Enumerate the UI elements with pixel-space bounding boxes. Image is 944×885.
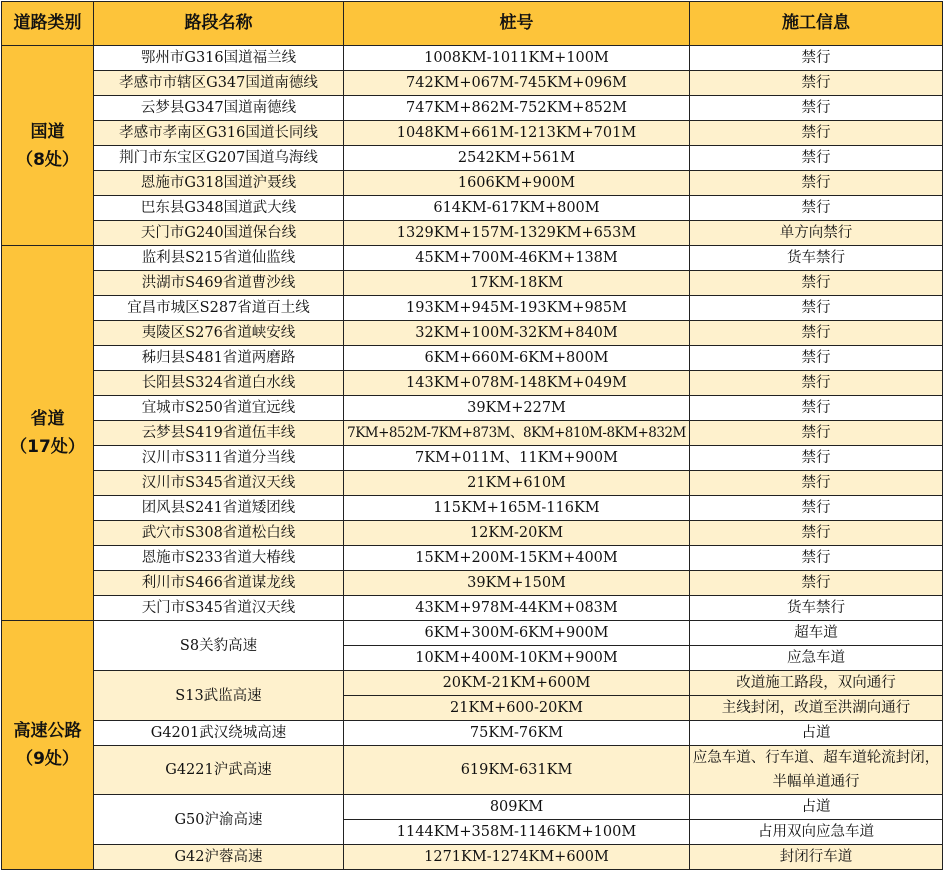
road-name: 天门市S345省道汉天线 [94, 596, 344, 621]
stake-number: 6KM+300M-6KM+900M [344, 621, 690, 646]
table-row [2, 671, 943, 696]
category-name: 省道 [30, 409, 65, 429]
table-row [2, 496, 943, 521]
construction-info: 禁行 [690, 271, 943, 296]
stake-number: 21KM+600-20KM [344, 696, 690, 721]
table-row [2, 371, 943, 396]
road-name: 夷陵区S276省道峡安线 [94, 321, 344, 346]
construction-info: 主线封闭，改道至洪湖向通行 [690, 696, 943, 721]
construction-info: 占道 [690, 721, 943, 746]
stake-number: 17KM-18KM [344, 271, 690, 296]
table-row [2, 71, 943, 96]
stake-number: 7KM+852M-7KM+873M、8KM+810M-8KM+832M [344, 421, 690, 446]
table-row [2, 46, 943, 71]
road-name: 武穴市S308省道松白线 [94, 521, 344, 546]
stake-number: 15KM+200M-15KM+400M [344, 546, 690, 571]
stake-number: 10KM+400M-10KM+900M [344, 646, 690, 671]
stake-number: 20KM-21KM+600M [344, 671, 690, 696]
table-row [2, 321, 943, 346]
construction-info: 超车道 [690, 621, 943, 646]
road-name: 鄂州市G316国道福兰线 [94, 46, 344, 71]
table-row [2, 296, 943, 321]
table-row [2, 396, 943, 421]
road-name: 团风县S241省道矮团线 [94, 496, 344, 521]
stake-number: 619KM-631KM [344, 746, 690, 795]
stake-number: 39KM+150M [344, 571, 690, 596]
table-row [2, 196, 943, 221]
stake-number: 809KM [344, 795, 690, 820]
construction-info: 占道 [690, 795, 943, 820]
road-name: 监利县S215省道仙监线 [94, 246, 344, 271]
stake-number: 143KM+078M-148KM+049M [344, 371, 690, 396]
table-row [2, 271, 943, 296]
table-row [2, 621, 943, 646]
road-name: 宜城市S250省道宜远线 [94, 396, 344, 421]
category-count: （17处） [10, 437, 85, 457]
category-name: 国道 [30, 121, 65, 142]
road-name: 云梦县G347国道南德线 [94, 96, 344, 121]
stake-number: 742KM+067M-745KM+096M [344, 71, 690, 96]
stake-number: 1606KM+900M [344, 171, 690, 196]
stake-number: 7KM+011M、11KM+900M [344, 446, 690, 471]
table-row [2, 571, 943, 596]
table-row [2, 746, 943, 795]
category-expressway [2, 621, 94, 870]
road-name: G50沪渝高速 [94, 795, 344, 845]
header-category: 道路类别 [2, 2, 94, 46]
construction-info: 禁行 [690, 371, 943, 396]
table-row [2, 246, 943, 271]
construction-info: 禁行 [690, 196, 943, 221]
construction-info: 禁行 [690, 46, 943, 71]
stake-number: 6KM+660M-6KM+800M [344, 346, 690, 371]
construction-info: 禁行 [690, 296, 943, 321]
construction-info: 禁行 [690, 321, 943, 346]
header-stake: 桩号 [344, 2, 690, 46]
construction-info: 禁行 [690, 71, 943, 96]
category-name: 高速公路 [13, 721, 82, 741]
construction-info: 禁行 [690, 446, 943, 471]
construction-info: 禁行 [690, 421, 943, 446]
road-name: 天门市G240国道保台线 [94, 221, 344, 246]
road-name: 利川市S466省道谋龙线 [94, 571, 344, 596]
category-count: （9处） [16, 749, 79, 769]
category-count: （8处） [16, 149, 79, 170]
stake-number: 12KM-20KM [344, 521, 690, 546]
road-name: 恩施市S233省道大椿线 [94, 546, 344, 571]
table-row [2, 221, 943, 246]
stake-number: 21KM+610M [344, 471, 690, 496]
construction-info: 禁行 [690, 96, 943, 121]
road-name: S8关豹高速 [94, 621, 344, 671]
table-row [2, 546, 943, 571]
road-name: G4201武汉绕城高速 [94, 721, 344, 746]
stake-number: 2542KM+561M [344, 146, 690, 171]
stake-number: 614KM-617KM+800M [344, 196, 690, 221]
stake-number: 1048KM+661M-1213KM+701M [344, 121, 690, 146]
construction-info: 禁行 [690, 171, 943, 196]
header-info: 施工信息 [690, 2, 943, 46]
category-national [2, 46, 94, 246]
stake-number: 115KM+165M-116KM [344, 496, 690, 521]
construction-info: 应急车道、行车道、超车道轮流封闭，半幅单道通行 [690, 746, 943, 795]
table-row [2, 146, 943, 171]
road-name: 秭归县S481省道两磨路 [94, 346, 344, 371]
stake-number: 1008KM-1011KM+100M [344, 46, 690, 71]
road-name: 巴东县G348国道武大线 [94, 196, 344, 221]
road-name: G42沪蓉高速 [94, 845, 344, 870]
road-name: S13武监高速 [94, 671, 344, 721]
table-row [2, 596, 943, 621]
table-row [2, 795, 943, 820]
table-row [2, 721, 943, 746]
stake-number: 75KM-76KM [344, 721, 690, 746]
stake-number: 193KM+945M-193KM+985M [344, 296, 690, 321]
construction-info: 禁行 [690, 346, 943, 371]
construction-info: 禁行 [690, 471, 943, 496]
category-provincial [2, 246, 94, 621]
table-row [2, 346, 943, 371]
header-road: 路段名称 [94, 2, 344, 46]
stake-number: 45KM+700M-46KM+138M [344, 246, 690, 271]
stake-number: 1271KM-1274KM+600M [344, 845, 690, 870]
construction-info: 禁行 [690, 146, 943, 171]
construction-info: 禁行 [690, 496, 943, 521]
stake-number: 1144KM+358M-1146KM+100M [344, 820, 690, 845]
road-name: 恩施市G318国道沪聂线 [94, 171, 344, 196]
construction-info: 禁行 [690, 121, 943, 146]
construction-info: 禁行 [690, 521, 943, 546]
road-name: 洪湖市S469省道曹沙线 [94, 271, 344, 296]
construction-info: 货车禁行 [690, 596, 943, 621]
table-row [2, 96, 943, 121]
header-row [2, 2, 943, 46]
road-name: 汉川市S345省道汉天线 [94, 471, 344, 496]
table-row [2, 171, 943, 196]
table-row [2, 121, 943, 146]
road-name: 云梦县S419省道伍丰线 [94, 421, 344, 446]
stake-number: 39KM+227M [344, 396, 690, 421]
table-row [2, 471, 943, 496]
road-name: 孝感市市辖区G347国道南德线 [94, 71, 344, 96]
construction-info: 改道施工路段，双向通行 [690, 671, 943, 696]
road-name: 汉川市S311省道分当线 [94, 446, 344, 471]
road-name: 荆门市东宝区G207国道乌海线 [94, 146, 344, 171]
construction-info: 单方向禁行 [690, 221, 943, 246]
construction-info: 禁行 [690, 571, 943, 596]
construction-info: 占用双向应急车道 [690, 820, 943, 845]
construction-info: 应急车道 [690, 646, 943, 671]
road-name: 孝感市孝南区G316国道长同线 [94, 121, 344, 146]
construction-info: 禁行 [690, 546, 943, 571]
road-construction-table [1, 1, 943, 870]
stake-number: 747KM+862M-752KM+852M [344, 96, 690, 121]
stake-number: 1329KM+157M-1329KM+653M [344, 221, 690, 246]
road-name: 宜昌市城区S287省道百土线 [94, 296, 344, 321]
construction-info: 封闭行车道 [690, 845, 943, 870]
road-name: 长阳县S324省道白水线 [94, 371, 344, 396]
stake-number: 43KM+978M-44KM+083M [344, 596, 690, 621]
construction-info: 禁行 [690, 396, 943, 421]
table-row [2, 845, 943, 870]
table-row [2, 421, 943, 446]
road-name: G4221沪武高速 [94, 746, 344, 795]
construction-info: 货车禁行 [690, 246, 943, 271]
table-row [2, 521, 943, 546]
table-row [2, 446, 943, 471]
stake-number: 32KM+100M-32KM+840M [344, 321, 690, 346]
